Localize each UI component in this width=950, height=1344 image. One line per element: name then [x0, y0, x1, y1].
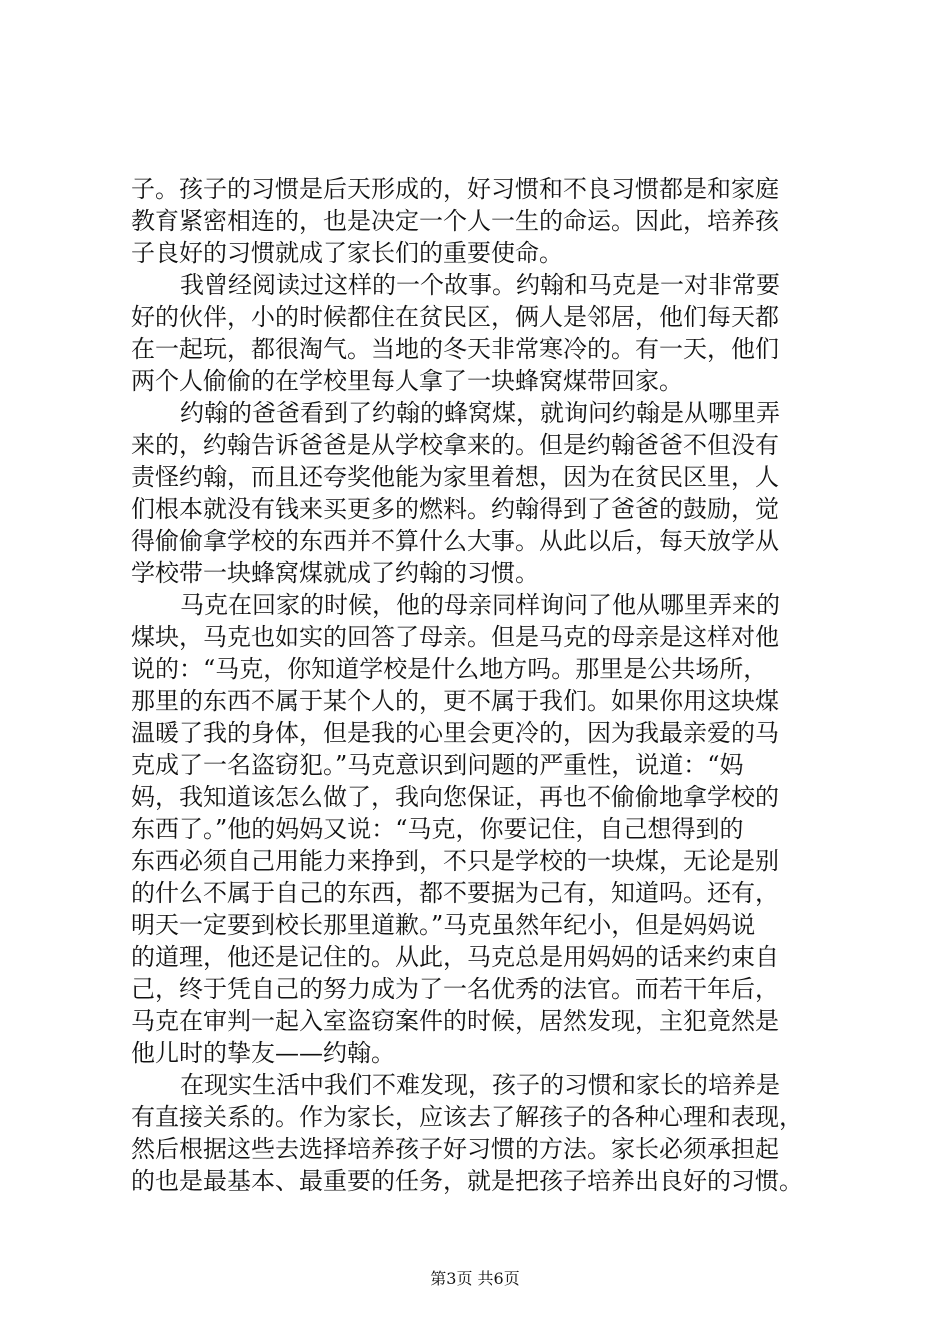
page-footer	[0, 1269, 950, 1289]
text-line: 东西了。”他的妈妈又说：“马克，你要记住，自己想得到的	[131, 815, 744, 843]
text-line: 约翰的爸爸看到了约翰的蜂窝煤，就询问约翰是从哪里弄	[180, 399, 780, 427]
document-body	[131, 173, 831, 1197]
paragraph-4	[131, 589, 831, 1069]
text-line: 在现实生活中我们不难发现，孩子的习惯和家长的培养是	[180, 1071, 780, 1099]
text-line: 的道理，他还是记住的。从此，马克总是用妈妈的话来约束自	[131, 943, 779, 971]
text-line: 己，终于凭自己的努力成为了一名优秀的法官。而若干年后，	[131, 975, 779, 1003]
text-line: 东西必须自己用能力来挣到，不只是学校的一块煤，无论是别	[131, 847, 779, 875]
text-line: 子良好的习惯就成了家长们的重要使命。	[131, 239, 563, 267]
text-line: 温暖了我的身体，但是我的心里会更冷的，因为我最亲爱的马	[131, 719, 779, 747]
text-line: 妈，我知道该怎么做了，我向您保证，再也不偷偷地拿学校的	[131, 783, 779, 811]
text-line: 学校带一块蜂窝煤就成了约翰的习惯。	[131, 559, 539, 587]
text-line: 来的，约翰告诉爸爸是从学校拿来的。但是约翰爸爸不但没有	[131, 431, 779, 459]
paragraph-3	[131, 397, 831, 589]
paragraph-2	[131, 269, 831, 397]
text-line: 的什么不属于自己的东西，都不要据为己有，知道吗。还有，	[131, 879, 779, 907]
text-line: 克成了一名盗窃犯。”马克意识到问题的严重性，说道：“妈	[131, 751, 744, 779]
text-line: 然后根据这些去选择培养孩子好习惯的方法。家长必须承担起	[131, 1135, 779, 1163]
text-line: 们根本就没有钱来买更多的燃料。约翰得到了爸爸的鼓励，觉	[131, 495, 779, 523]
text-line: 好的伙伴，小的时候都住在贫民区，俩人是邻居，他们每天都	[131, 303, 779, 331]
text-line: 教育紧密相连的，也是决定一个人一生的命运。因此，培养孩	[131, 207, 779, 235]
text-line: 有直接关系的。作为家长，应该去了解孩子的各种心理和表现，	[131, 1103, 803, 1131]
text-line: 马克在回家的时候，他的母亲同样询问了他从哪里弄来的	[180, 591, 780, 619]
text-line: 子。孩子的习惯是后天形成的，好习惯和不良习惯都是和家庭	[131, 175, 779, 203]
text-line: 那里的东西不属于某个人的，更不属于我们。如果你用这块煤	[131, 687, 779, 715]
text-line: 明天一定要到校长那里道歉。”马克虽然年纪小，但是妈妈说	[131, 911, 756, 939]
text-line: 的也是最基本、最重要的任务，就是把孩子培养出良好的习惯。	[131, 1167, 803, 1195]
text-line: 得偷偷拿学校的东西并不算什么大事。从此以后，每天放学从	[131, 527, 779, 555]
paragraph-1	[131, 173, 831, 269]
text-line: 煤块，马克也如实的回答了母亲。但是马克的母亲是这样对他	[131, 623, 779, 651]
text-line: 两个人偷偷的在学校里每人拿了一块蜂窝煤带回家。	[131, 367, 683, 395]
text-line: 说的：“马克，你知道学校是什么地方吗。那里是公共场所，	[131, 655, 768, 683]
paragraph-5	[131, 1069, 831, 1197]
page-indicator: 第3页 共6页	[430, 1269, 520, 1288]
text-line: 责怪约翰，而且还夸奖他能为家里着想，因为在贫民区里，人	[131, 463, 779, 491]
text-line: 我曾经阅读过这样的一个故事。约翰和马克是一对非常要	[180, 271, 780, 299]
text-line: 他儿时的挚友——约翰。	[131, 1039, 395, 1067]
text-line: 在一起玩，都很淘气。当地的冬天非常寒冷的。有一天，他们	[131, 335, 779, 363]
text-line: 马克在审判一起入室盗窃案件的时候，居然发现，主犯竟然是	[131, 1007, 779, 1035]
